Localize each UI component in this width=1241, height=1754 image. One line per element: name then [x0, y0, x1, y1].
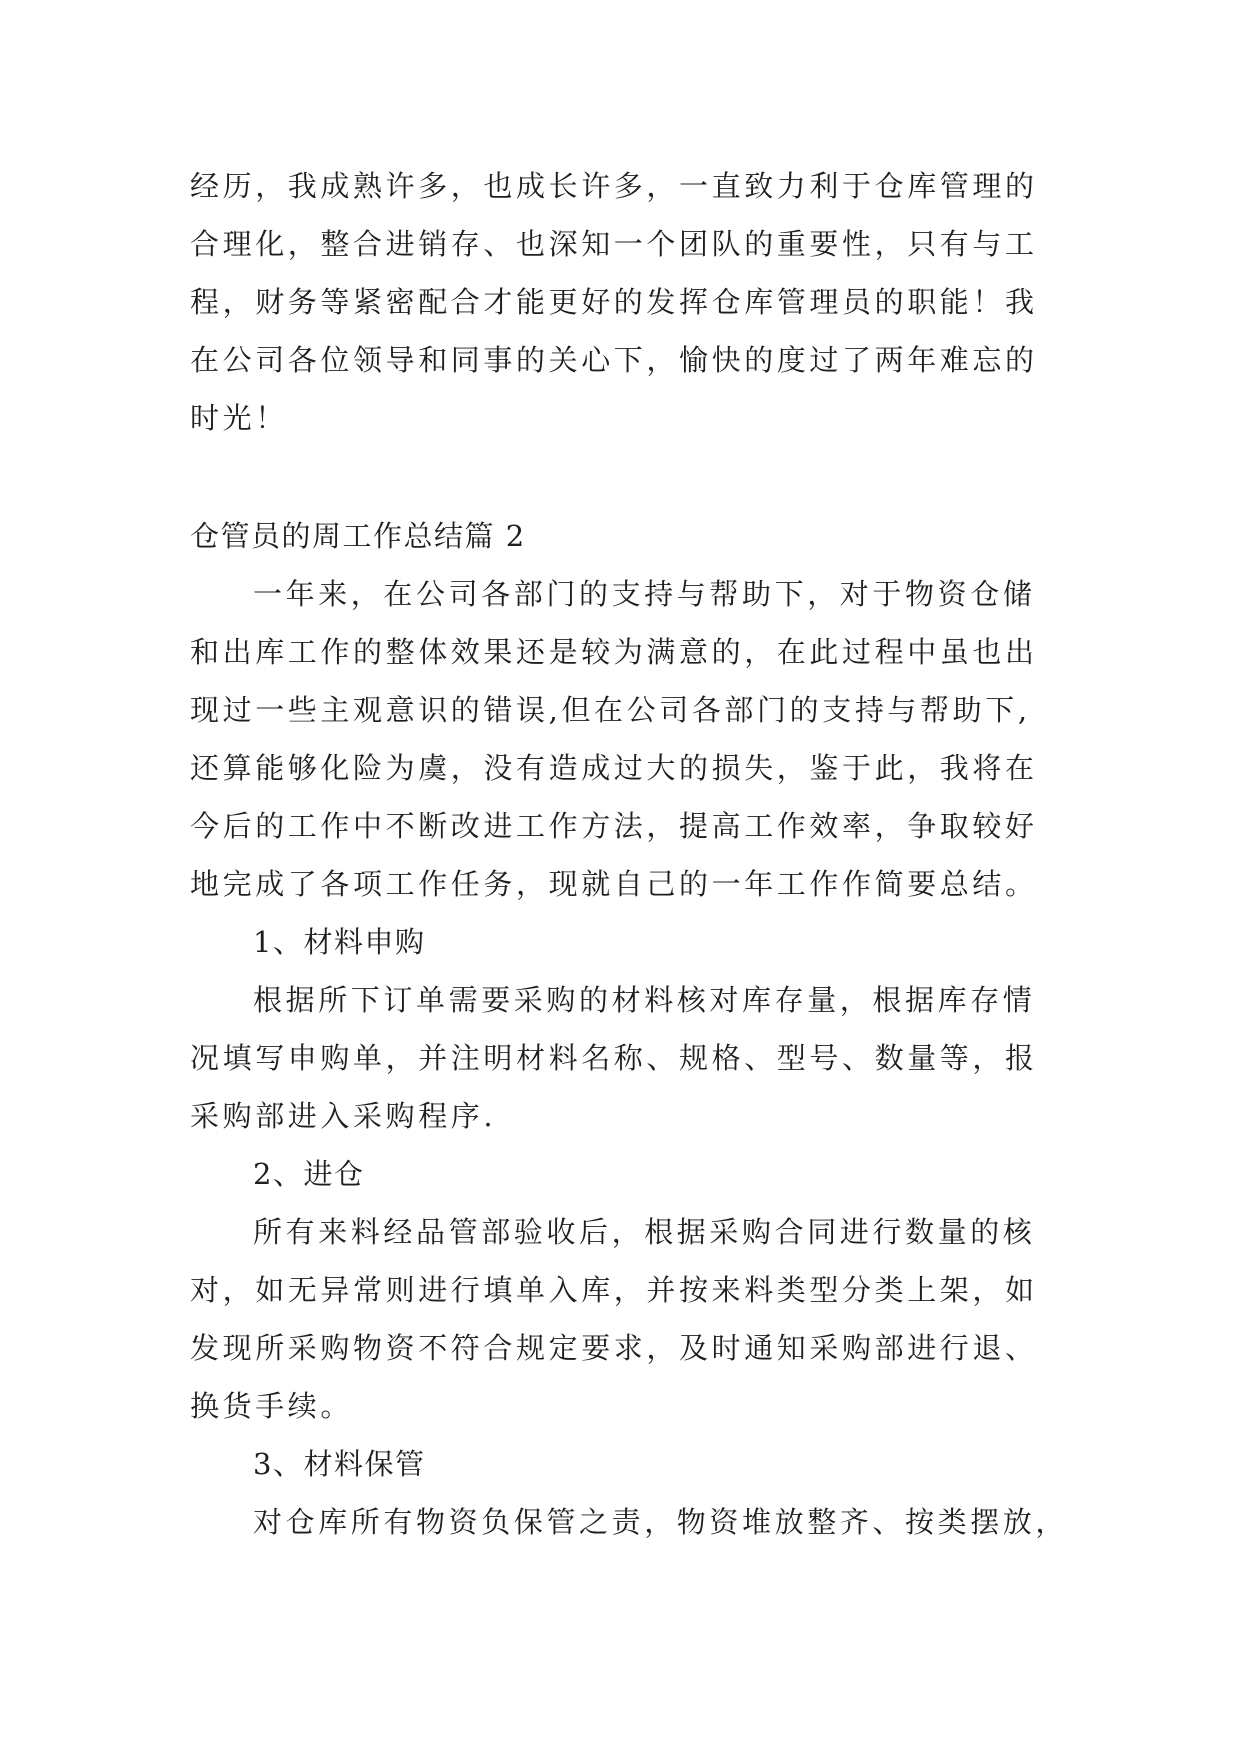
- intro-line-4: 在公司各位领导和同事的关心下，愉快的度过了两年难忘的: [190, 343, 1038, 377]
- item3-heading: 3、材料保管: [253, 1447, 426, 1481]
- para1-line-1: 一年来，在公司各部门的支持与帮助下，对于物资仓储: [253, 577, 1036, 611]
- para1-line-6: 地完成了各项工作任务，现就自己的一年工作作简要总结。: [190, 867, 1038, 901]
- para1-line-4: 还算能够化险为虞，没有造成过大的损失，鉴于此，我将在: [190, 751, 1038, 785]
- item1-line-1: 根据所下订单需要采购的材料核对库存量，根据库存情: [253, 983, 1036, 1017]
- item1-heading: 1、材料申购: [253, 925, 426, 959]
- intro-line-3: 程，财务等紧密配合才能更好的发挥仓库管理员的职能！我: [190, 285, 1038, 319]
- intro-line-1: 经历，我成熟许多，也成长许多，一直致力利于仓库管理的: [190, 169, 1038, 203]
- intro-line-5: 时光！: [190, 401, 288, 435]
- item2-line-2: 对，如无异常则进行填单入库，并按来料类型分类上架，如: [190, 1273, 1038, 1307]
- para1-line-3: 现过一些主观意识的错误,但在公司各部门的支持与帮助下,: [190, 693, 1031, 727]
- para1-line-2: 和出库工作的整体效果还是较为满意的，在此过程中虽也出: [190, 635, 1038, 669]
- item2-line-1: 所有来料经品管部验收后，根据采购合同进行数量的核: [253, 1215, 1036, 1249]
- section-title: 仓管员的周工作总结篇 2: [190, 519, 526, 553]
- item1-line-2: 况填写申购单，并注明材料名称、规格、型号、数量等，报: [190, 1041, 1038, 1075]
- item2-line-4: 换货手续。: [190, 1389, 354, 1423]
- para1-line-5: 今后的工作中不断改进工作方法，提高工作效率，争取较好: [190, 809, 1038, 843]
- item2-line-3: 发现所采购物资不符合规定要求，及时通知采购部进行退、: [190, 1331, 1038, 1365]
- item2-heading: 2、进仓: [253, 1157, 365, 1191]
- item3-line-1: 对仓库所有物资负保管之责，物资堆放整齐、按类摆放，: [253, 1505, 1069, 1539]
- intro-line-2: 合理化，整合进销存、也深知一个团队的重要性，只有与工: [190, 227, 1038, 261]
- item1-line-3: 采购部进入采购程序.: [190, 1099, 497, 1133]
